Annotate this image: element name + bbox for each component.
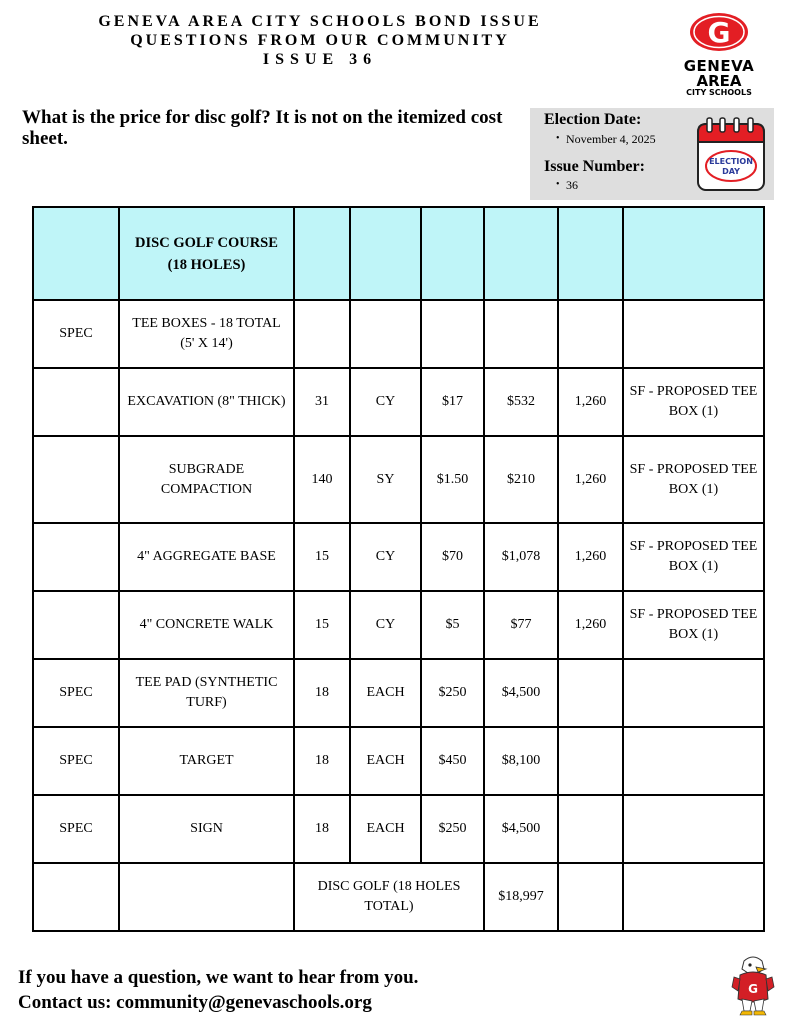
table-cell: SPEC [33, 659, 119, 727]
table-row [33, 795, 764, 863]
table-total-row [33, 863, 764, 931]
table-cell: $4,500 [484, 659, 558, 727]
calendar-text-2: DAY [722, 167, 740, 176]
table-cell: SPEC [33, 727, 119, 795]
table-cell: $450 [421, 727, 484, 795]
table-row [33, 300, 764, 368]
table-cell: CY [350, 368, 421, 436]
logo-name-3: CITY SCHOOLS [686, 88, 752, 97]
table-cell: $1,078 [484, 523, 558, 591]
table-cell: CY [350, 523, 421, 591]
table-cell: EXCAVATION (8" THICK) [119, 368, 294, 436]
table-cell: SUBGRADE COMPACTION [119, 436, 294, 523]
table-row [33, 523, 764, 591]
table-cell: 31 [294, 368, 350, 436]
table-cell [623, 300, 764, 368]
school-logo [674, 12, 764, 102]
table-cell: SIGN [119, 795, 294, 863]
table-cell: $70 [421, 523, 484, 591]
table-cell: 4" CONCRETE WALK [119, 591, 294, 659]
table-row [33, 368, 764, 436]
table-cell [33, 436, 119, 523]
disc-golf-cost-table [32, 206, 765, 932]
table-row [33, 727, 764, 795]
table-cell [623, 207, 764, 300]
logo-name-2: AREA [696, 72, 742, 90]
table-cell: 1,260 [558, 368, 623, 436]
table-header-title: DISC GOLF COURSE (18 HOLES) [119, 207, 294, 300]
table-cell: $210 [484, 436, 558, 523]
table-cell: $250 [421, 795, 484, 863]
footer-line-1: If you have a question, we want to hear from you. [18, 967, 419, 988]
table-cell [119, 863, 294, 931]
table-cell: 1,260 [558, 591, 623, 659]
table-cell: EACH [350, 659, 421, 727]
table-cell [33, 863, 119, 931]
table-cell: SY [350, 436, 421, 523]
table-cell [623, 659, 764, 727]
table-cell [558, 300, 623, 368]
table-cell: SF - PROPOSED TEE BOX (1) [623, 436, 764, 523]
table-cell [623, 795, 764, 863]
table-cell: $77 [484, 591, 558, 659]
table-cell: 1,260 [558, 436, 623, 523]
table-header-row [33, 207, 764, 300]
header-issue: ISSUE 36 [262, 51, 378, 68]
total-value: $18,997 [484, 863, 558, 931]
table-cell [623, 863, 764, 931]
table-cell [350, 300, 421, 368]
issue-number-value: • 36 [566, 178, 578, 193]
table-row [33, 659, 764, 727]
table-cell [294, 207, 350, 300]
table-cell: EACH [350, 727, 421, 795]
election-date-value: • November 4, 2025 [566, 132, 656, 147]
table-cell [558, 727, 623, 795]
total-label: DISC GOLF (18 HOLES TOTAL) [294, 863, 484, 931]
table-cell: $250 [421, 659, 484, 727]
table-cell: 18 [294, 659, 350, 727]
table-cell: SF - PROPOSED TEE BOX (1) [623, 368, 764, 436]
footer [18, 965, 418, 1015]
calendar-text-1: ELECTION [709, 157, 753, 166]
geneva-g-logo-icon [689, 12, 749, 52]
table-cell [484, 207, 558, 300]
table-cell [33, 591, 119, 659]
header-title: GENEVA AREA CITY SCHOOLS BOND ISSUE [98, 13, 542, 30]
footer-contact: Contact us: community@genevaschools.org [18, 992, 372, 1013]
table-cell [350, 207, 421, 300]
table-cell: $17 [421, 368, 484, 436]
table-cell: 1,260 [558, 523, 623, 591]
document-header [60, 12, 580, 69]
table-cell: $1.50 [421, 436, 484, 523]
question-text: What is the price for disc golf? It is not on the itemized cost sheet. [22, 107, 503, 149]
table-cell [484, 300, 558, 368]
table-cell: 4" AGGREGATE BASE [119, 523, 294, 591]
table-row [33, 591, 764, 659]
header-subtitle: QUESTIONS FROM OUR COMMUNITY [130, 32, 510, 49]
table-cell: TEE PAD (SYNTHETIC TURF) [119, 659, 294, 727]
table-cell [421, 300, 484, 368]
election-day-calendar-icon [696, 116, 766, 192]
table-cell: TEE BOXES - 18 TOTAL (5' X 14') [119, 300, 294, 368]
table-cell: $532 [484, 368, 558, 436]
logo-name-1: GENEVA [683, 57, 755, 75]
table-cell: SF - PROPOSED TEE BOX (1) [623, 523, 764, 591]
table-cell: $4,500 [484, 795, 558, 863]
table-cell: CY [350, 591, 421, 659]
table-cell [623, 727, 764, 795]
table-cell: 18 [294, 795, 350, 863]
issue-number-label: Issue Number: [544, 158, 645, 175]
table-cell [33, 207, 119, 300]
table-cell: 18 [294, 727, 350, 795]
table-cell [558, 207, 623, 300]
table-cell: TARGET [119, 727, 294, 795]
table-cell: SPEC [33, 795, 119, 863]
table-cell: $5 [421, 591, 484, 659]
logo-letter: G [707, 16, 731, 49]
table-cell: 15 [294, 523, 350, 591]
mascot-letter: G [748, 982, 758, 996]
table-cell [421, 207, 484, 300]
info-box [530, 108, 774, 200]
table-cell [33, 368, 119, 436]
election-date-label: Election Date: [544, 111, 642, 128]
table-cell: EACH [350, 795, 421, 863]
table-cell: $8,100 [484, 727, 558, 795]
table-row [33, 436, 764, 523]
table-cell: SPEC [33, 300, 119, 368]
eagle-mascot-icon [730, 955, 776, 1017]
table-cell [558, 795, 623, 863]
table-cell [558, 863, 623, 931]
table-cell: 15 [294, 591, 350, 659]
table-cell [294, 300, 350, 368]
table-cell [33, 523, 119, 591]
table-cell: 140 [294, 436, 350, 523]
table-cell: SF - PROPOSED TEE BOX (1) [623, 591, 764, 659]
table-cell [558, 659, 623, 727]
